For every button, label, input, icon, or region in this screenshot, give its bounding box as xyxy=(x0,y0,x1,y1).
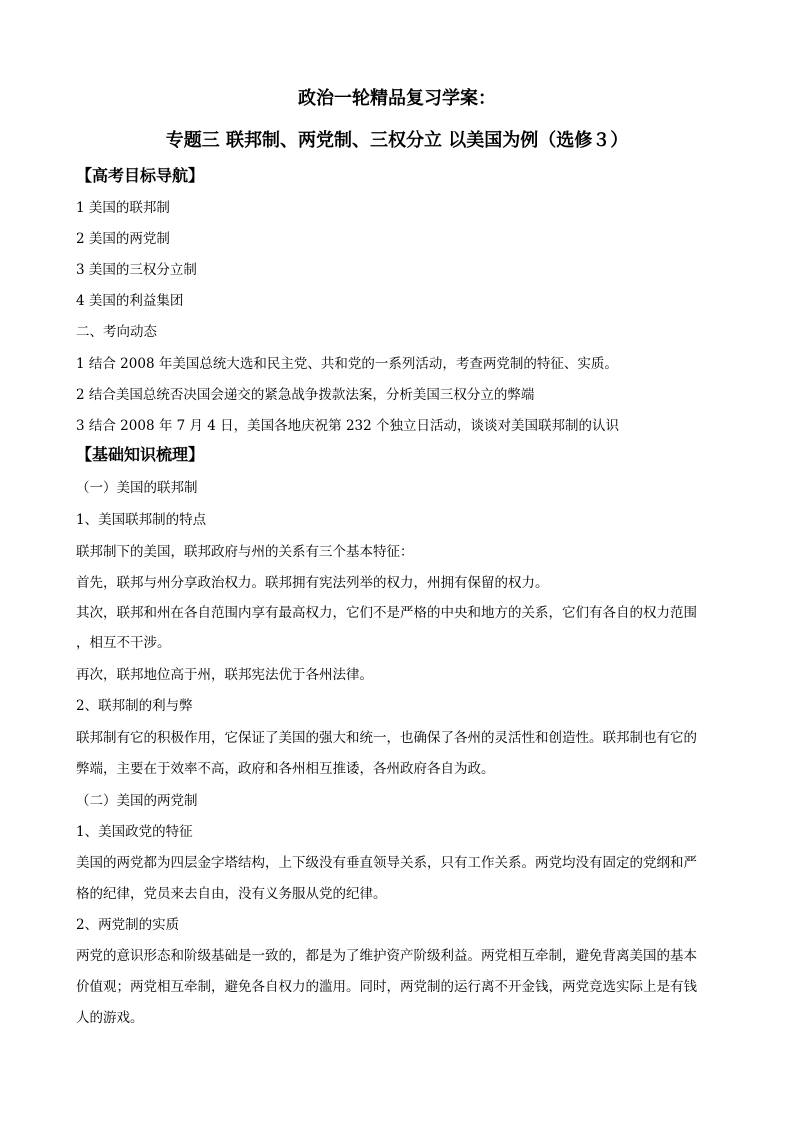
body-line: 2、两党制的实质 xyxy=(76,917,180,933)
body-line: 格的纪律，党员来去自由，没有义务服从党的纪律。 xyxy=(76,886,387,902)
goal-item: 3 美国的三权分立制 xyxy=(76,262,197,278)
trend-item: 2 结合美国总统否决国会递交的紧急战争拨款法案，分析美国三权分立的弊端 xyxy=(76,387,535,403)
section-heading-trends: 二、考向动态 xyxy=(76,324,157,340)
body-line: 弊端，主要在于效率不高，政府和各州相互推诿，各州政府各自为政。 xyxy=(76,761,495,777)
body-line: 1、美国政党的特征 xyxy=(76,824,193,840)
section-heading-basics: 【基础知识梳理】 xyxy=(76,445,205,464)
body-line: （一）美国的联邦制 xyxy=(76,480,198,496)
goal-item: 1 美国的联邦制 xyxy=(76,200,170,216)
body-line: （二）美国的两党制 xyxy=(76,793,198,809)
document-title: 政治一轮精品复习学案： xyxy=(298,88,496,109)
document-subtitle: 专题三 联邦制、两党制、三权分立 以美国为例（选修３） xyxy=(165,130,629,151)
trend-item: 3 结合 2008 年 7 月 4 日，美国各地庆祝第 232 个独立日活动，谈谈对美国联邦制的认识 xyxy=(76,418,620,434)
body-line: 2、联邦制的利与弊 xyxy=(76,698,193,714)
body-line: 两党的意识形态和阶级基础是一致的，都是为了维护资产阶级利益。两党相互牵制，避免背离美国的基本 xyxy=(76,948,697,964)
body-line: 首先，联邦与州分享政治权力。联邦拥有宪法列举的权力，州拥有保留的权力。 xyxy=(76,575,549,591)
body-line: 再次，联邦地位高于州，联邦宪法优于各州法律。 xyxy=(76,667,373,683)
body-line: 联邦制下的美国，联邦政府与州的关系有三个基本特征： xyxy=(76,544,414,560)
body-line: 价值观；两党相互牵制，避免各自权力的滥用。同时，两党制的运行离不开金钱，两党竞选实际上是有钱 xyxy=(76,979,697,995)
body-line: 1、美国联邦制的特点 xyxy=(76,512,207,528)
body-line: 美国的两党都为四层金字塔结构，上下级没有垂直领导关系，只有工作关系。两党均没有固定的党纲和严 xyxy=(76,855,697,871)
body-line: 其次，联邦和州在各自范围内享有最高权力，它们不是严格的中央和地方的关系，它们有各自的权力范围 xyxy=(76,605,697,621)
trend-item: 1 结合 2008 年美国总统大选和民主党、共和党的一系列活动，考查两党制的特征、实质。 xyxy=(76,356,618,372)
goal-item: 4 美国的利益集团 xyxy=(76,293,184,309)
body-line: ，相互不干涉。 xyxy=(76,635,171,651)
body-line: 联邦制有它的积极作用，它保证了美国的强大和统一，也确保了各州的灵活性和创造性。联邦制也有它的 xyxy=(76,730,697,746)
section-heading-goals: 【高考目标导航】 xyxy=(76,166,205,185)
goal-item: 2 美国的两党制 xyxy=(76,231,170,247)
body-line: 人的游戏。 xyxy=(76,1010,144,1026)
